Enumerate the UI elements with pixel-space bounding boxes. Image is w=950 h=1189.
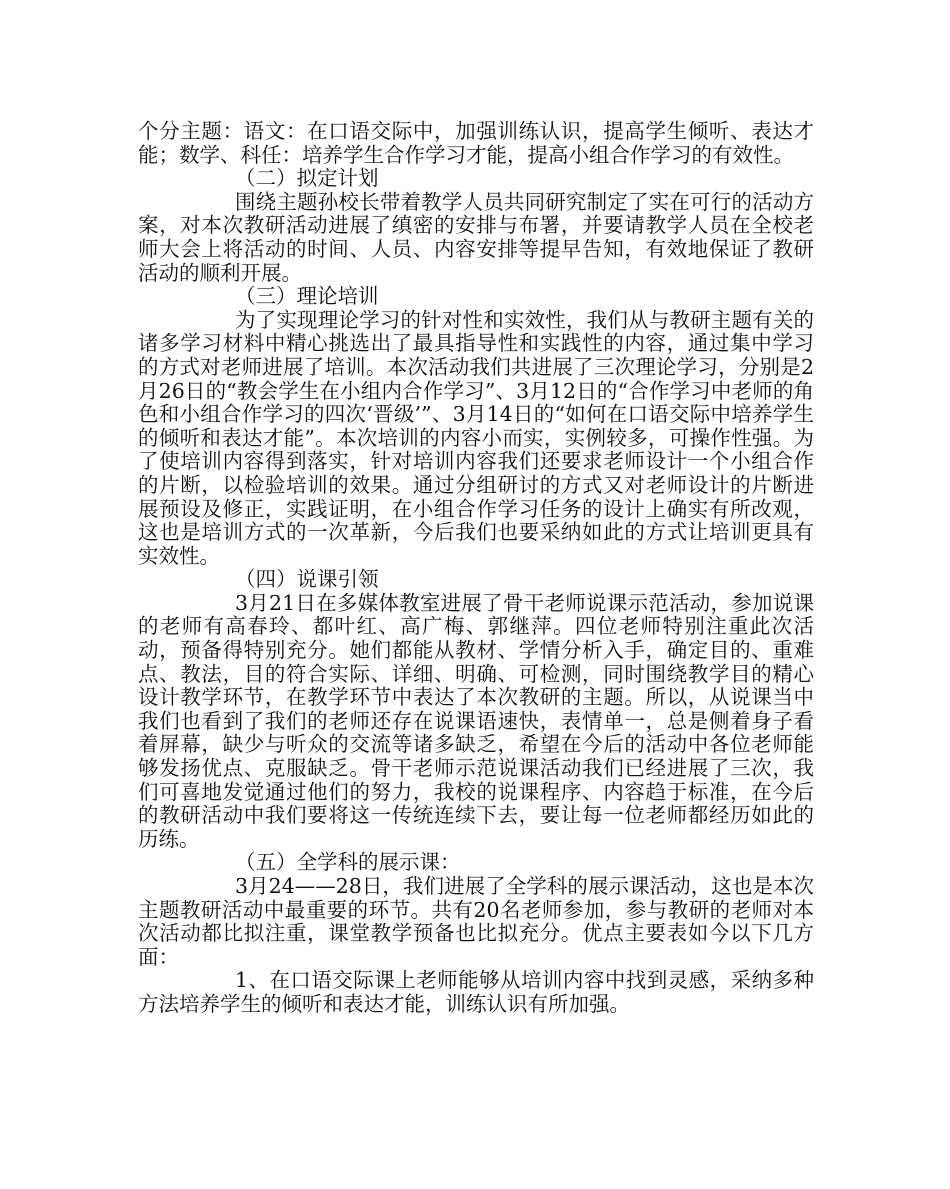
document-body [138,120,814,1017]
paragraph-topics: 个分主题：语文：在口语交际中，加强训练认识，提高学生倾听、表达才能；数学、科任：培养学生合作学习才能，提高小组合作学习的有效性。 [138,119,814,167]
paragraph-point-1: 1、在口语交际课上老师能够从培训内容中找到灵感，采纳多种方法培养学生的倾听和表达才能，训练认识有所加强。 [138,968,814,1016]
paragraph-demo-class: 3月24——28日，我们进展了全学科的展示课活动，这也是本次主题教研活动中最重要的环节。共有20名老师参加，参与教研的老师对本次活动都比拟注重，课堂教学预备也比拟充分。优点主要表如今以下几方面： [138,874,814,969]
heading-lecture-lead: （四）说课引领 [235,567,379,592]
paragraph-lecture-lead: 3月21日在多媒体教室进展了骨干老师说课示范活动，参加说课的老师有高春玲、都叶红、高广梅、郭继萍。四位老师特别注重此次活动，预备得特别充分。她们都能从教材、学情分析入手，确定目的、重难点、教法，目的符合实际、详细、明确、可检测，同时围绕教学目的精心设计教学环节，在教学环节中表达了本次教研的主题。所以，从说课当中我们也看到了我们的老师还存在说课语速快，表情单一，总是侧着身子看着屏幕，缺少与听众的交流等诸多缺乏，希望在今后的活动中各位老师能够发扬优点、克服缺乏。骨干老师示范说课活动我们已经进展了三次，我们可喜地发觉通过他们的努力，我校的说课程序、内容趋于标准，在今后的教研活动中我们要将这一传统连续下去，要让每一位老师都经历如此的历练。 [138,590,814,851]
paragraph-theory-training: 为了实现理论学习的针对性和实效性，我们从与教研主题有关的诸多学习材料中精心挑选出了最具指导性和实践性的内容，通过集中学习的方式对老师进展了培训。本次活动我们共进展了三次理论学习，分别是2月26日的“教会学生在小组内合作学习”、3月12日的“合作学习中老师的角色和小组合作学习的四次‘晋级’”、3月14日的“如何在口语交际中培养学生的倾听和表达才能”。本次培训的内容小而实，实例较多，可操作性强。为了使培训内容得到落实，针对培训内容我们还要求老师设计一个小组合作的片断，以检验培训的效果。通过分组研讨的方式又对老师设计的片断进展预设及修正，实践证明，在小组合作学习任务的设计上确实有所改观，这也是培训方式的一次革新，今后我们也要采纳如此的方式让培训更具有实效性。 [138,307,814,568]
heading-theory-training: （三）理论培训 [235,284,379,309]
heading-plan: （二）拟定计划 [235,166,379,191]
heading-demo-class: （五）全学科的展示课： [235,850,461,875]
paragraph-plan: 围绕主题孙校长带着教学人员共同研究制定了实在可行的活动方案，对本次教研活动进展了缜密的安排与布署，并要请教学人员在全校老师大会上将活动的时间、人员、内容安排等提早告知，有效地保证了教研活动的顺利开展。 [138,189,814,285]
